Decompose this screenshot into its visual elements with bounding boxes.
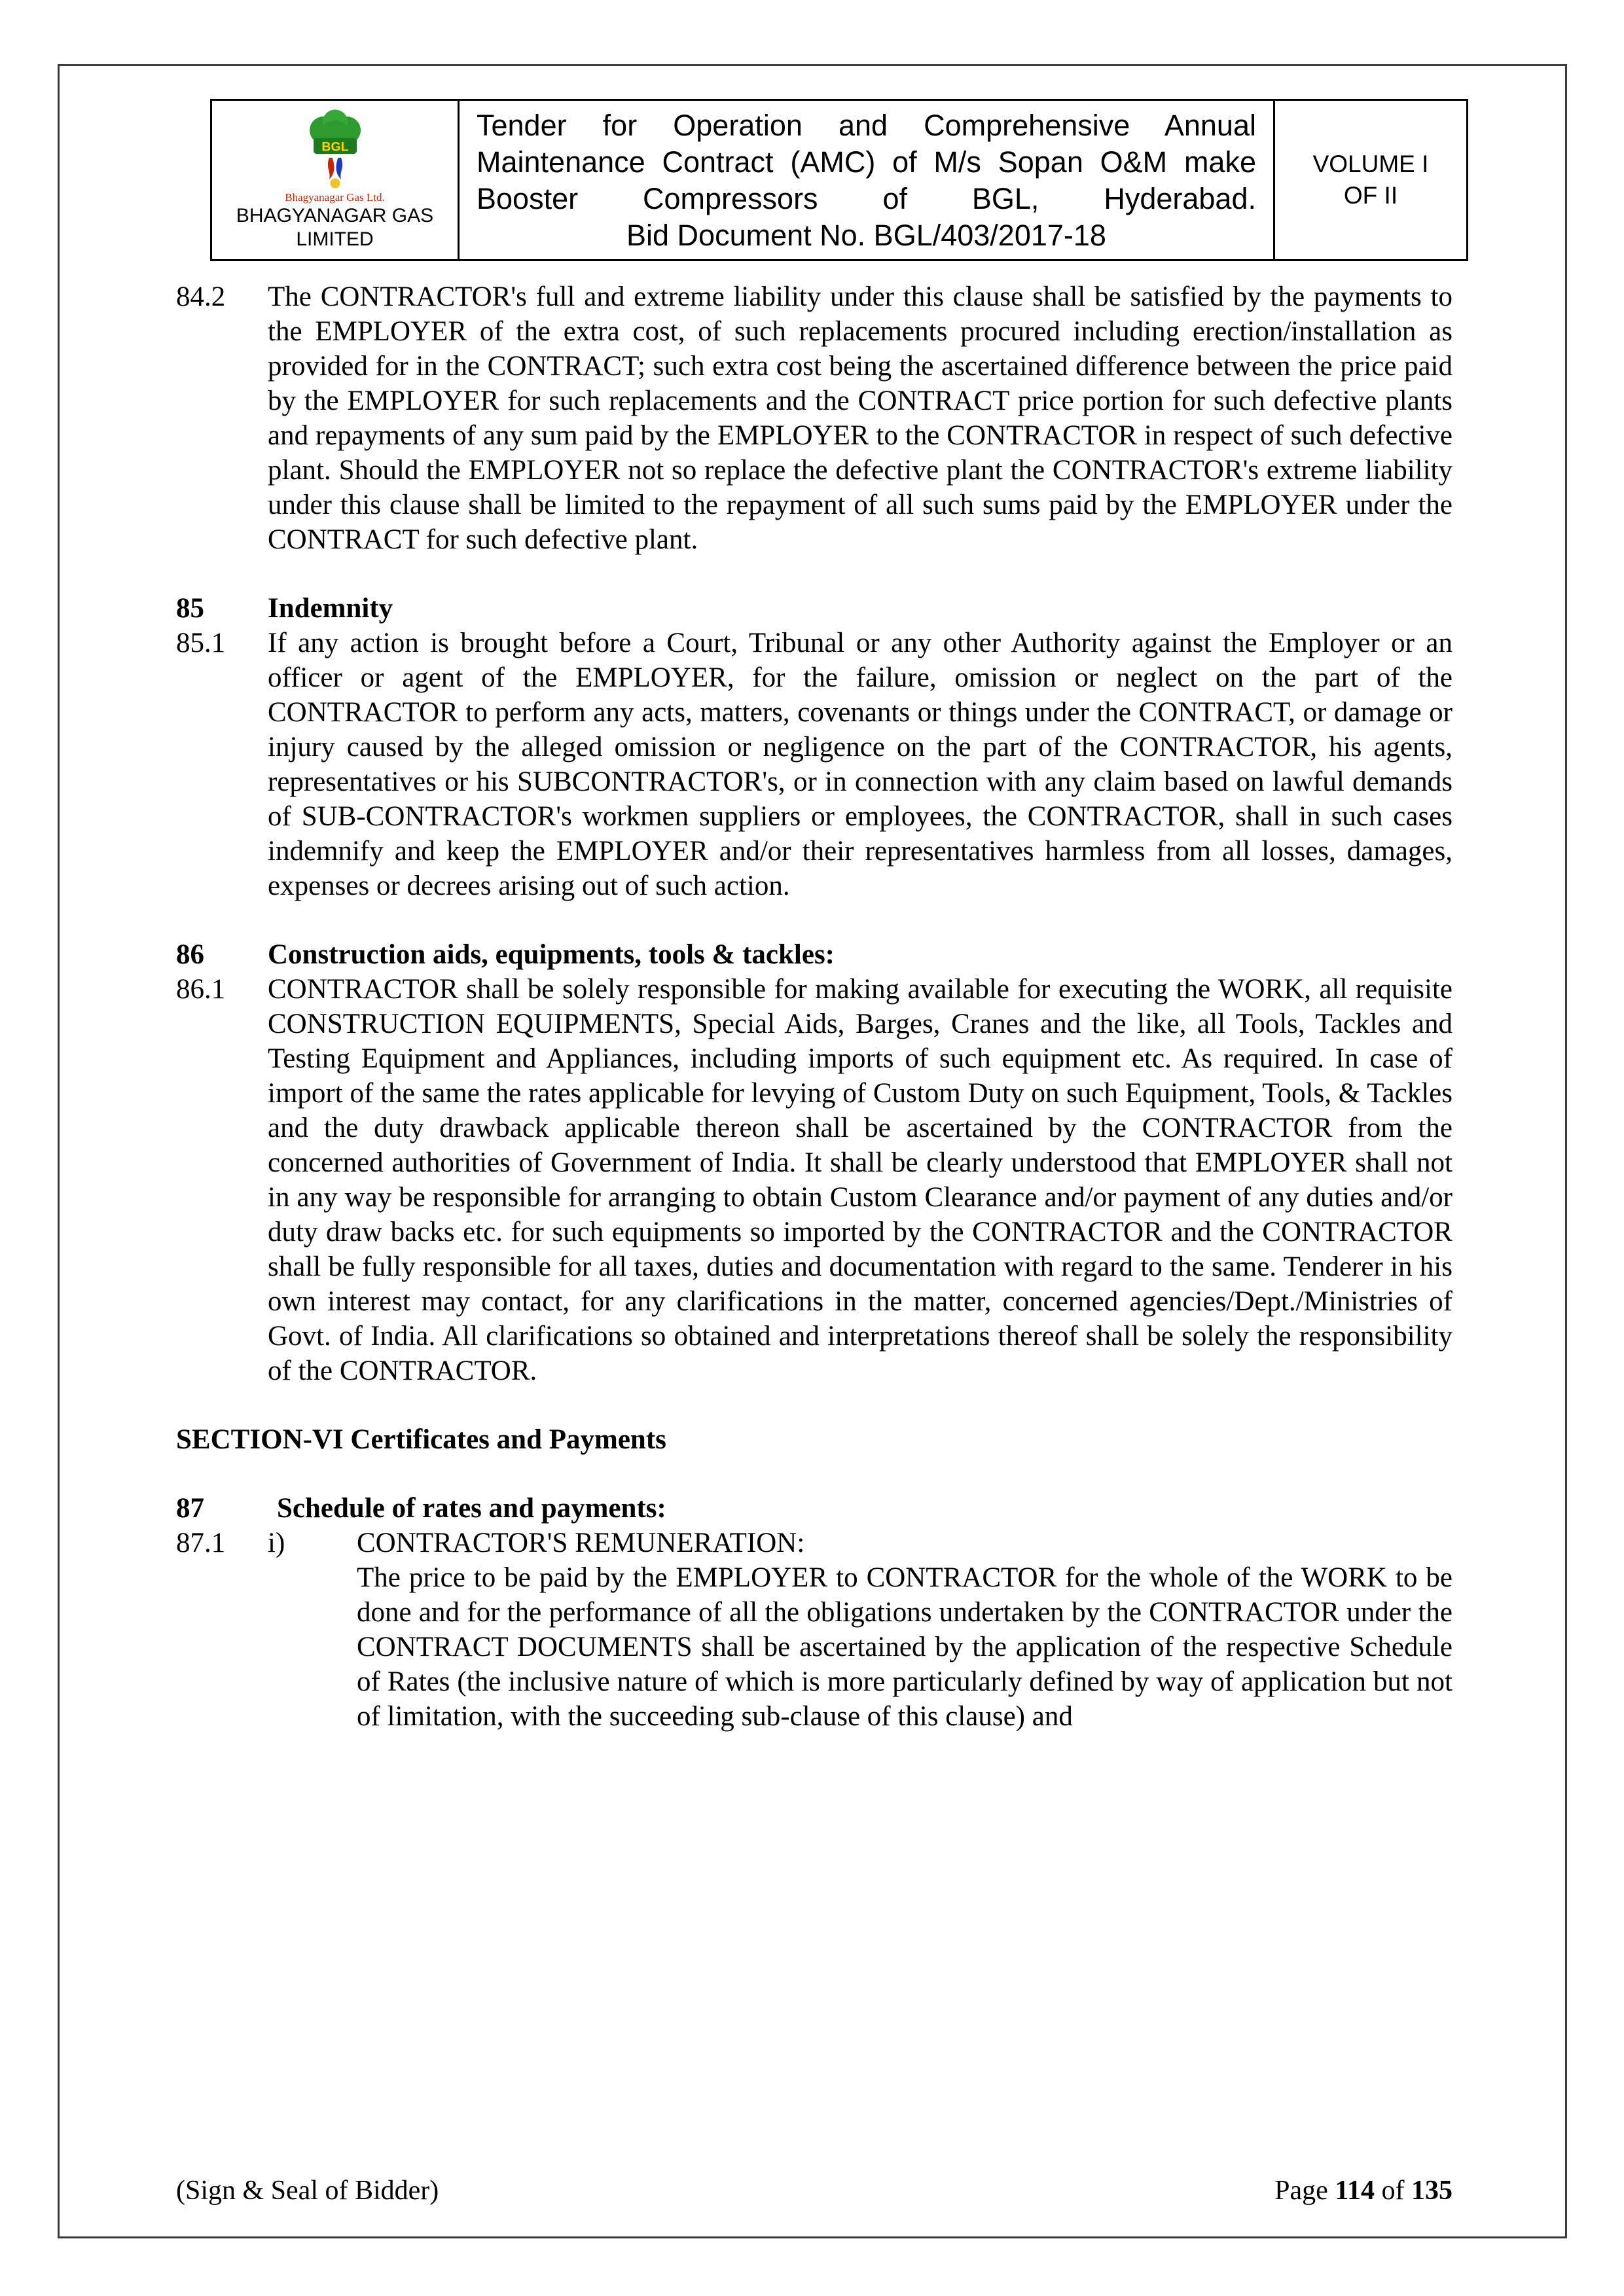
clause-number: 86 bbox=[176, 939, 204, 970]
clause-text: The price to be paid by the EMPLOYER to CONTRACTOR for the whole of the WORK to be done and for the performance of all the obligations undertaken by the CONTRACTOR under the CONTRACT DOCUMENTS shall be ascertained by the application of the respective Schedule of Rates (the inclusive nature of which is more particularly defined by way of application but not of limitation, with the succeeding sub-clause of this clause) and bbox=[357, 1562, 1453, 1732]
sign-seal-note: (Sign & Seal of Bidder) bbox=[176, 2176, 439, 2206]
logo-cell bbox=[212, 101, 460, 259]
heading-86 bbox=[176, 937, 1453, 972]
page-word: Page bbox=[1274, 2176, 1328, 2206]
of-word: of bbox=[1381, 2176, 1405, 2206]
heading-title: Schedule of rates and payments: bbox=[277, 1493, 666, 1524]
heading-87 bbox=[176, 1491, 1453, 1526]
clause-number: 85.1 bbox=[176, 628, 226, 658]
logo-caption: Bhagyanagar Gas Ltd. bbox=[285, 191, 385, 204]
clause-number: 85 bbox=[176, 593, 204, 624]
section-vi-heading: SECTION-VI Certificates and Payments bbox=[176, 1424, 666, 1455]
clause-86-1 bbox=[176, 972, 1453, 1388]
subclause-title: CONTRACTOR'S REMUNERATION: bbox=[357, 1528, 805, 1558]
clause-number: 87.1 bbox=[176, 1528, 226, 1558]
clause-number: 87 bbox=[176, 1493, 204, 1524]
clause-text: If any action is brought before a Court, Tribunal or any other Authority against the Employer or an officer or agent of the EMPLOYER, for the failure, omission or neglect on the part of the CONTRACTOR to perform any acts, matters, covenants or things under the CONTRACT, or damage or injury caused by the alleged omission or negligence on the part of the CONTRACTOR, his agents, representatives or his SUBCONTRACTOR's, or in connection with any claim based on lawful demands of SUB-CONTRACTOR's workmen suppliers or employees, the CONTRACTOR, shall in such cases indemnify and keep the EMPLOYER and/or their representatives harmless from all losses, damages, expenses or decrees arising out of such action. bbox=[268, 628, 1453, 901]
heading-title: Construction aids, equipments, tools & tackles: bbox=[268, 939, 835, 970]
page-indicator bbox=[1274, 2175, 1453, 2206]
title-cell bbox=[460, 101, 1275, 259]
clause-text: CONTRACTOR shall be solely responsible for making available for executing the WORK, all requisite CONSTRUCTION EQUIPMENTS, Special Aids, Barges, Cranes and the like, all Tools, Tackles and Testing Equipment and Appliances, including imports of such equipment etc. As required. In case of import of the same the rates applicable for levying of Custom Duty on such Equipment, Tools, & Tackles and the duty drawback applicable thereon shall be ascertained by the CONTRACTOR from the concerned authorities of Government of India. It shall be clearly understood that EMPLOYER shall not in any way be responsible for arranging to obtain Custom Clearance and/or payment of any duties and/or duty draw backs etc. for such equipments so imported by the CONTRACTOR and the CONTRACTOR shall be fully responsible for all taxes, duties and documentation with regard to the same. Tenderer in his own interest may contact, for any clarifications in the matter, concerned agencies/Dept./Ministries of Govt. of India. All clarifications so obtained and interpretations thereof shall be solely the responsibility of the CONTRACTOR. bbox=[268, 974, 1453, 1386]
document-header bbox=[210, 99, 1468, 261]
subclause-i bbox=[268, 1526, 1453, 1734]
heading-title: Indemnity bbox=[268, 593, 393, 624]
document-body bbox=[176, 279, 1453, 1734]
svg-text:BGL: BGL bbox=[321, 139, 349, 154]
clause-87-1 bbox=[176, 1526, 1453, 1734]
clause-number: 86.1 bbox=[176, 974, 226, 1005]
clause-85-1 bbox=[176, 626, 1453, 903]
clause-84-2 bbox=[176, 279, 1453, 557]
clause-number: 84.2 bbox=[176, 281, 226, 312]
org-name-line1: BHAGYANAGAR GAS bbox=[236, 205, 434, 226]
subclause-label: i) bbox=[268, 1528, 285, 1558]
page-footer bbox=[176, 2175, 1453, 2206]
heading-85 bbox=[176, 591, 1453, 626]
tender-title: Tender for Operation and Comprehensive Annual Maintenance Contract (AMC) of M/s Sopan O&M make Booster Compressors of BGL, Hyderabad. bbox=[477, 109, 1256, 215]
bid-document-number: Bid Document No. BGL/403/2017-18 bbox=[626, 219, 1106, 252]
page-border bbox=[58, 64, 1567, 2238]
org-name-line2: LIMITED bbox=[296, 228, 374, 250]
volume-cell bbox=[1275, 101, 1466, 259]
volume-line1: VOLUME I bbox=[1312, 151, 1429, 177]
volume-line2: OF II bbox=[1343, 182, 1398, 209]
clause-text: The CONTRACTOR's full and extreme liability under this clause shall be satisfied by the payments to the EMPLOYER of the extra cost, of such replacements procured including erection/installation as provided for in the CONTRACT; such extra cost being the ascertained difference between the price paid by the EMPLOYER for such replacements and the CONTRACT price portion for such defective plants and repayments of any sum paid by the EMPLOYER to the CONTRACTOR in respect of such defective plant. Should the EMPLOYER not so replace the defective plant the CONTRACTOR's extreme liability under this clause shall be limited to the repayment of all such sums paid by the EMPLOYER under the CONTRACT for such defective plant. bbox=[268, 281, 1453, 555]
page-number: 114 bbox=[1335, 2176, 1375, 2206]
total-pages: 135 bbox=[1411, 2176, 1453, 2206]
bgl-logo-icon bbox=[286, 109, 384, 195]
